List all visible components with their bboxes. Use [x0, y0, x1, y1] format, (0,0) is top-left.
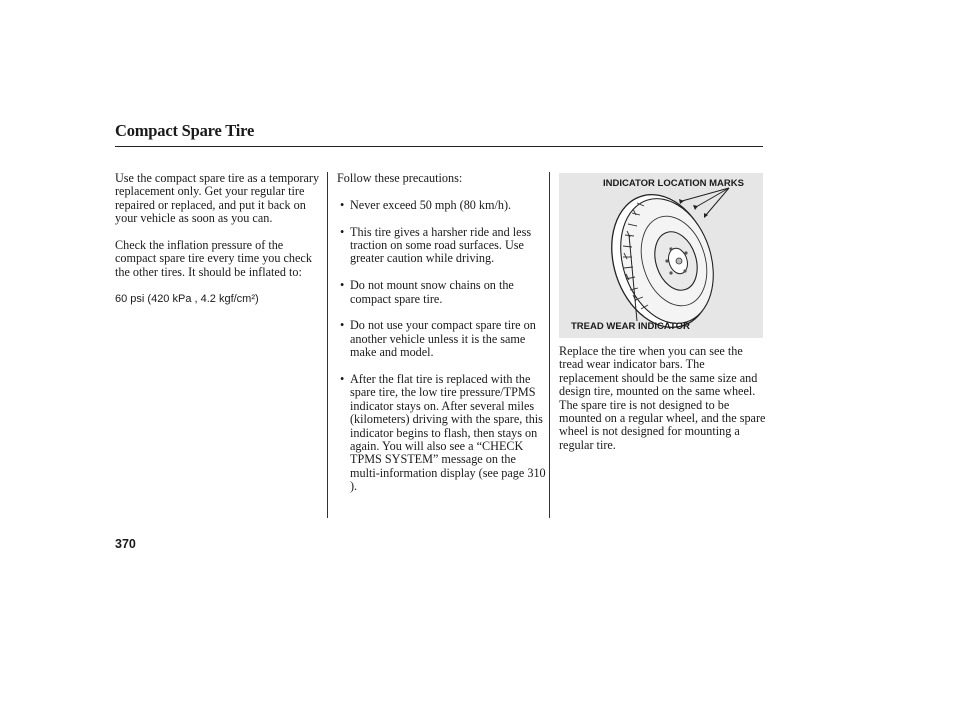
list-item: • Do not use your compact spare tire on another vehicle unless it is the same make and model. — [340, 318, 536, 360]
column-divider — [549, 172, 550, 518]
precautions-intro: Follow these precautions: — [337, 171, 463, 185]
list-item: • After the flat tire is replaced with the spare tire, the low tire pressure/TPMS indicator stays on. After several miles (kilometers) driving with the spare, this indicator begins to flash, then stays on again. You will also see a “CHECK TPMS SYSTEM” message on the multi-information display (see page 310 ). — [340, 372, 546, 494]
page-title: Compact Spare Tire — [115, 121, 255, 140]
precautions-list — [337, 199, 547, 494]
indicator-location-label: INDICATOR LOCATION MARKS — [603, 178, 744, 189]
intro-paragraph: Use the compact spare tire as a temporary replacement only. Get your regular tire repaired or replaced, and put it back on your vehicle as soon as you can. — [115, 171, 320, 226]
tire-figure — [559, 173, 763, 338]
replacement-paragraph: Replace the tire when you can see the tread wear indicator bars. The replacement should be the same size and design tire, mounted on the same wheel. The spare tire is not designed to be mounted on a regular wheel, and the spare wheel is not designed for mounting a regular tire. — [559, 344, 766, 452]
list-item: • This tire gives a harsher ride and less traction on some road surfaces. Use greater caution while driving. — [340, 224, 532, 266]
bullet-icon: • — [340, 197, 345, 212]
bullet-icon: • — [340, 278, 345, 293]
bullet-icon: • — [340, 318, 345, 333]
list-item: • Do not mount snow chains on the compact spare tire. — [340, 278, 514, 306]
column-right — [559, 345, 767, 452]
column-left — [115, 172, 327, 306]
column-middle — [337, 172, 547, 494]
inflation-paragraph: Check the inflation pressure of the compact spare tire every time you check the other tires. It should be inflated to: — [115, 238, 312, 279]
pressure-value: 60 psi (420 kPa , 4.2 kgf/cm²) — [115, 292, 259, 305]
page-number: 370 — [115, 537, 136, 551]
tread-wear-indicator-label: TREAD WEAR INDICATOR — [571, 321, 690, 332]
bullet-icon: • — [340, 372, 345, 387]
column-divider — [327, 172, 328, 518]
bullet-icon: • — [340, 224, 345, 239]
list-item: • Never exceed 50 mph (80 km/h). — [340, 197, 512, 212]
tire-illustration-icon — [559, 173, 763, 338]
title-rule — [115, 146, 763, 147]
